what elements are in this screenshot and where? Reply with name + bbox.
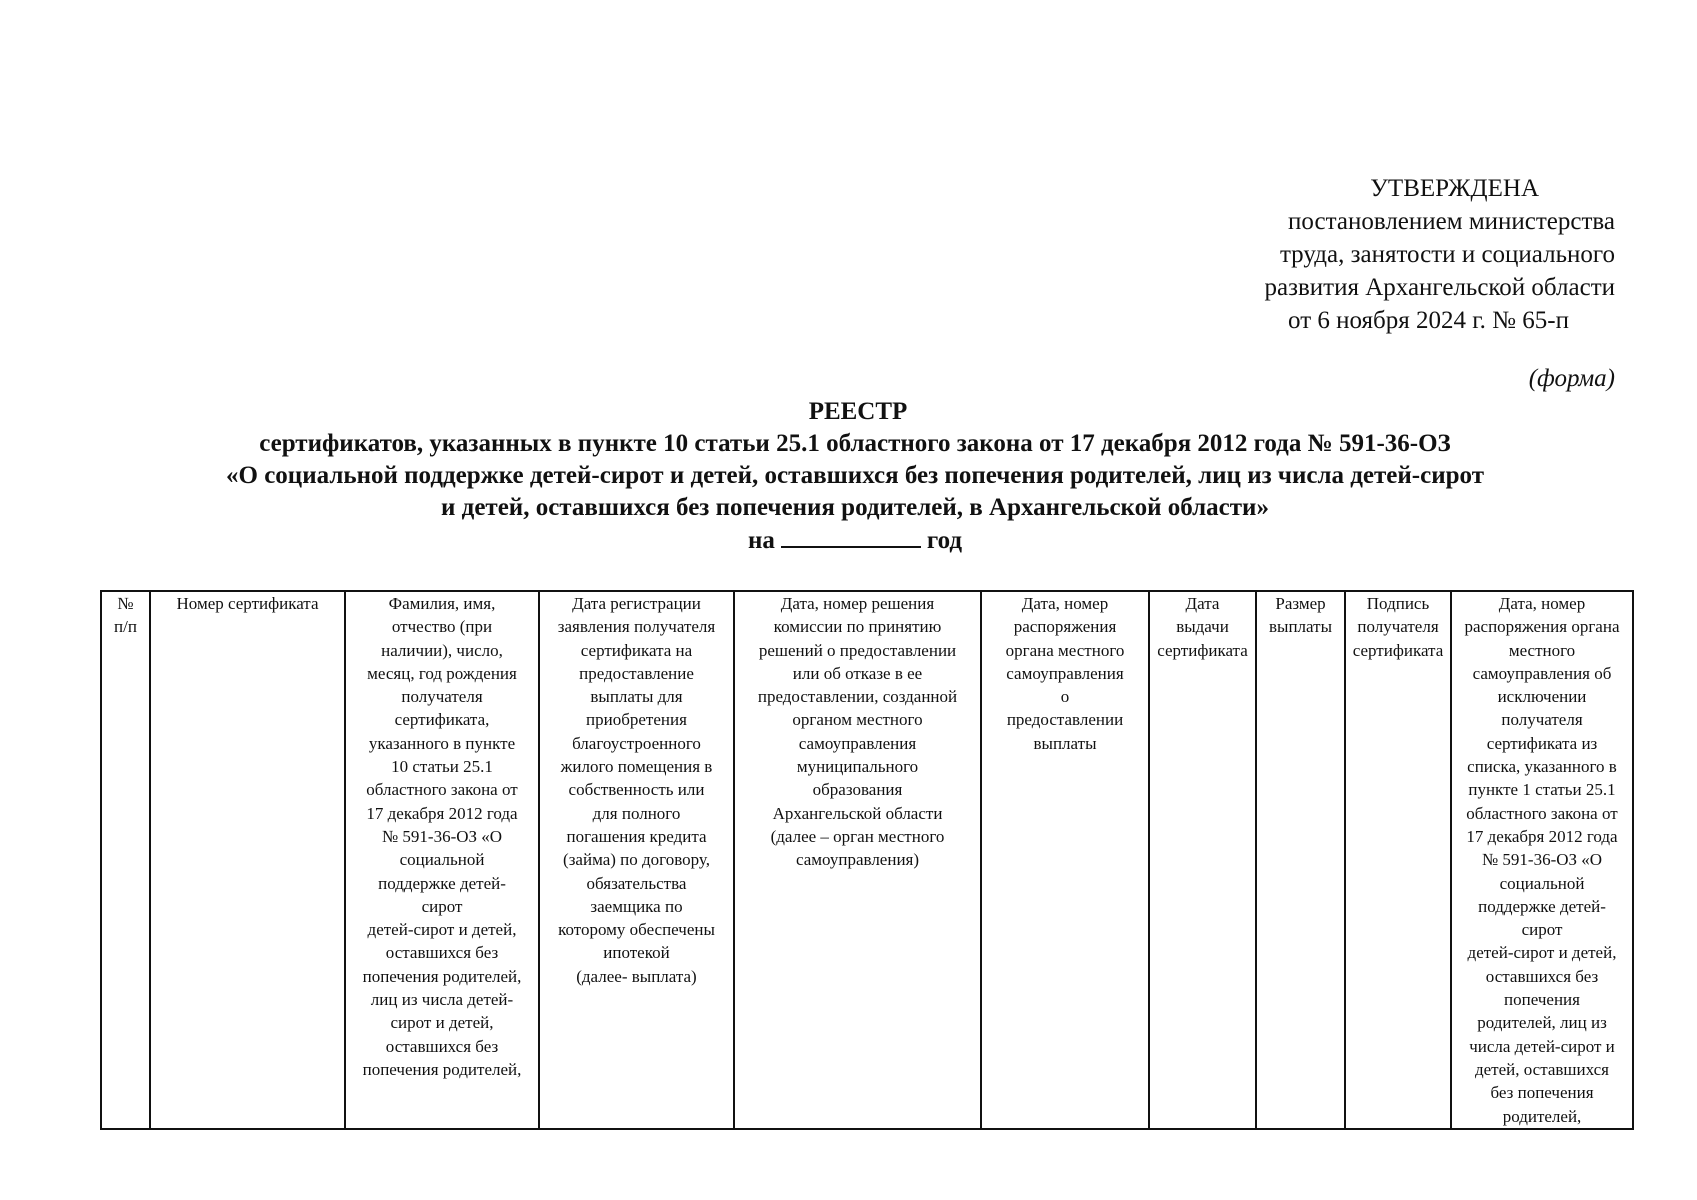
document-heading: РЕЕСТР — [808, 398, 908, 425]
column-header-payment-amount: Размер выплаты — [1256, 591, 1345, 1129]
document-title — [100, 396, 1610, 557]
column-header-commission-decision: Дата, номер решения комиссии по принятию решений о предоставлении или об отказе в ее предоставлении, созданной органом местного самоуправления муниципального образования Архангельской области (далее – орган местного самоуправления) — [734, 591, 981, 1129]
form-note: (форма) — [1528, 365, 1615, 392]
column-header-recipient-signature: Подпись получателя сертификата — [1345, 591, 1451, 1129]
document-subtitle-line: и детей, оставшихся без попечения родителей, в Архангельской области» — [441, 494, 1269, 521]
column-header-issue-date: Дата выдачи сертификата — [1149, 591, 1256, 1129]
document-subtitle-line: сертификатов, указанных в пункте 10 статьи 25.1 областного закона от 17 декабря 2012 года № 591-36-ОЗ — [259, 430, 1451, 457]
approval-stamp — [1185, 172, 1615, 337]
approval-line: труда, занятости и социального — [1279, 241, 1615, 268]
column-header-application-date: Дата регистрации заявления получателя сертификата на предоставление выплаты для приобретения благоустроенного жилого помещения в собственность или для полного погашения кредита (займа) по договору, обязательства заемщика по которому обеспечены ипотекой (далее- выплата) — [539, 591, 734, 1129]
column-header-recipient-name: Фамилия, имя, отчество (при наличии), число, месяц, год рождения получателя сертификата, указанного в пункте 10 статьи 25.1 областного закона от 17 декабря 2012 года № 591-36-ОЗ «О социальной поддержке детей- сирот детей-сирот и детей, оставшихся без попечения родителей, лиц из числа детей- сирот и детей, оставшихся без попечения родителей, — [345, 591, 539, 1129]
registry-table — [100, 590, 1634, 1130]
document-subtitle-line: «О социальной поддержке детей-сирот и детей, оставшихся без попечения родителей, лиц из числа детей-сирот — [226, 462, 1484, 489]
column-header-exclusion-order: Дата, номер распоряжения органа местного самоуправления об исключении получателя сертификата из списка, указанного в пункте 1 статьи 25.1 областного закона от 17 декабря 2012 года № 591-36-ОЗ «О социальной поддержке детей- сирот детей-сирот и детей, оставшихся без попечения родителей, лиц из числа детей-сирот и детей, оставшихся без попечения родителей, — [1451, 591, 1633, 1129]
approval-date-line: от 6 ноября 2024 г. № 65-п — [1288, 307, 1569, 334]
approval-heading: УТВЕРЖДЕНА — [1370, 175, 1539, 202]
table-header-row — [101, 591, 1633, 1129]
approval-line: развития Архангельской области — [1264, 274, 1615, 301]
column-header-number: № п/п — [101, 591, 150, 1129]
year-suffix: год — [926, 527, 963, 554]
year-prefix: на — [747, 527, 775, 554]
year-blank-field — [781, 524, 921, 548]
year-line — [100, 524, 1610, 557]
column-header-certificate-number: Номер сертификата — [150, 591, 345, 1129]
column-header-payment-order: Дата, номер распоряжения органа местного самоуправления о предоставлении выплаты — [981, 591, 1149, 1129]
approval-line: постановлением министерства — [1288, 208, 1615, 235]
